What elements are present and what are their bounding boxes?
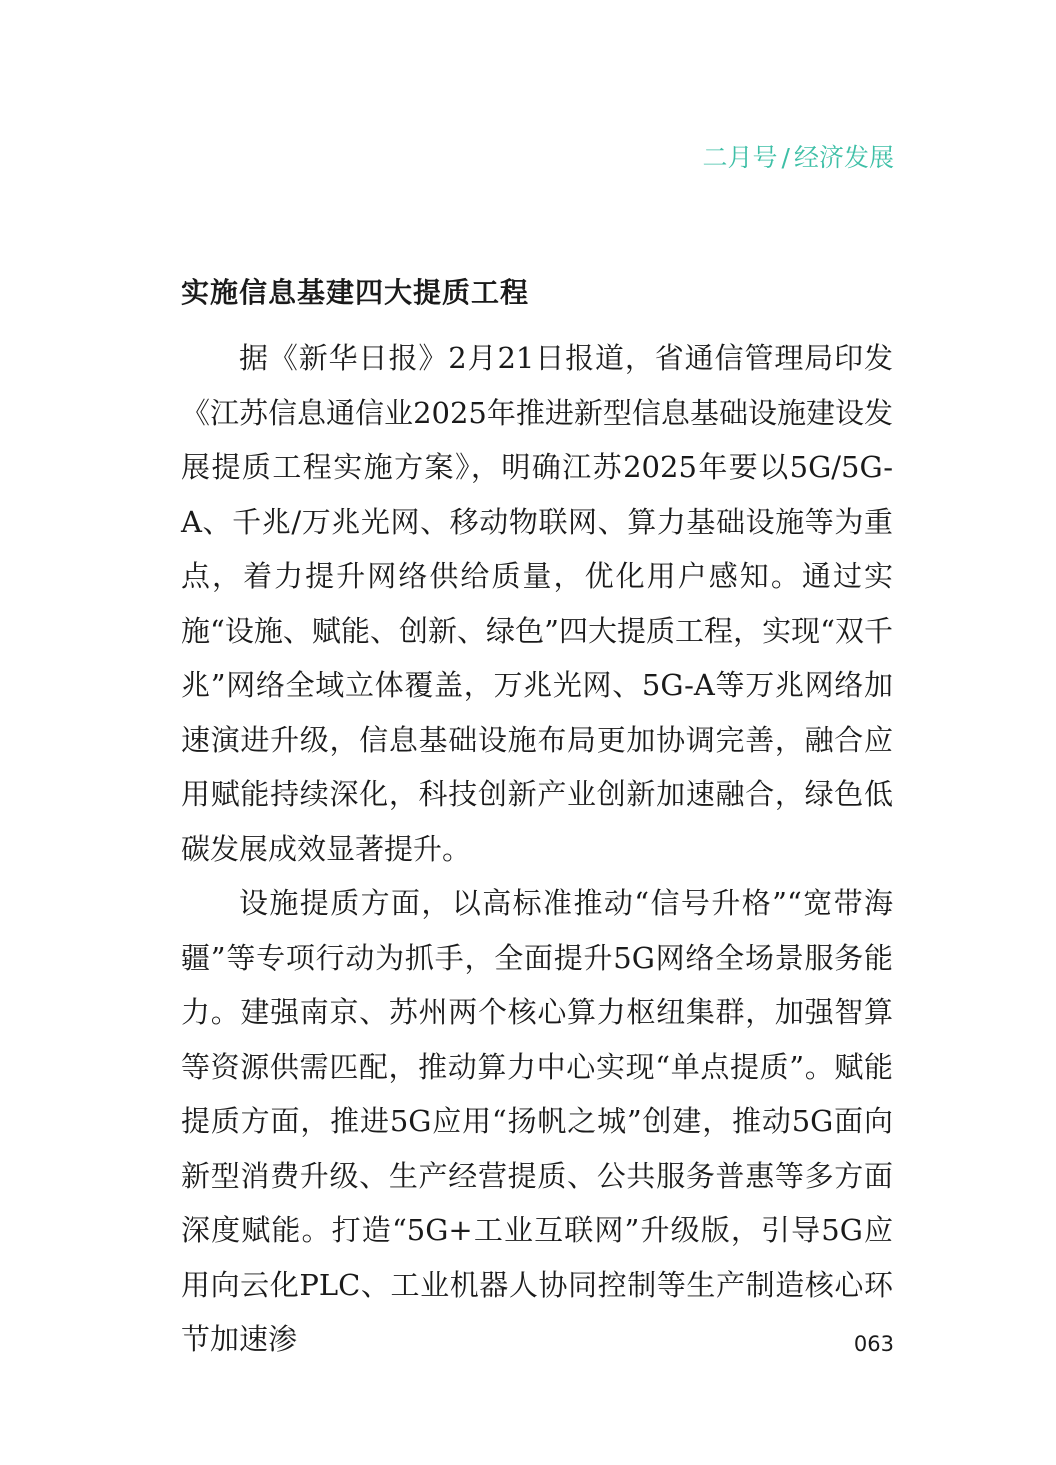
header-section: 经济发展: [793, 143, 894, 172]
article-body: [181, 331, 893, 1367]
paragraph: 据《新华日报》2月21日报道，省通信管理局印发《江苏信息通信业2025年推进新型信息基础设施建设发展提质工程实施方案》，明确江苏2025年要以5G/5G-A、千兆/万兆光网、移动物联网、算力基础设施等为重点，着力提升网络供给质量，优化用户感知。通过实施“设施、赋能、创新、绿色”四大提质工程，实现“双千兆”网络全域立体覆盖，万兆光网、5G-A等万兆网络加速演进升级，信息基础设施布局更加协调完善，融合应用赋能持续深化，科技创新产业创新加速融合，绿色低碳发展成效显著提升。: [181, 341, 893, 866]
header-issue: 二月号: [702, 143, 778, 172]
running-header: [703, 138, 894, 174]
header-separator: /: [781, 143, 790, 172]
page-number: 063: [853, 1332, 894, 1356]
article-title: 实施信息基建四大提质工程: [181, 276, 530, 309]
paragraph: 设施提质方面，以高标准推动“信号升格”“宽带海疆”等专项行动为抓手，全面提升5G网络全场景服务能力。建强南京、苏州两个核心算力枢纽集群，加强智算等资源供需匹配，推动算力中心实现“单点提质”。赋能提质方面，推进5G应用“扬帆之城”创建，推动5G面向新型消费升级、生产经营提质、公共服务普惠等多方面深度赋能。打造“5G+工业互联网”升级版，引导5G应用向云化PLC、工业机器人协同控制等生产制造核心环节加速渗: [181, 886, 893, 1356]
